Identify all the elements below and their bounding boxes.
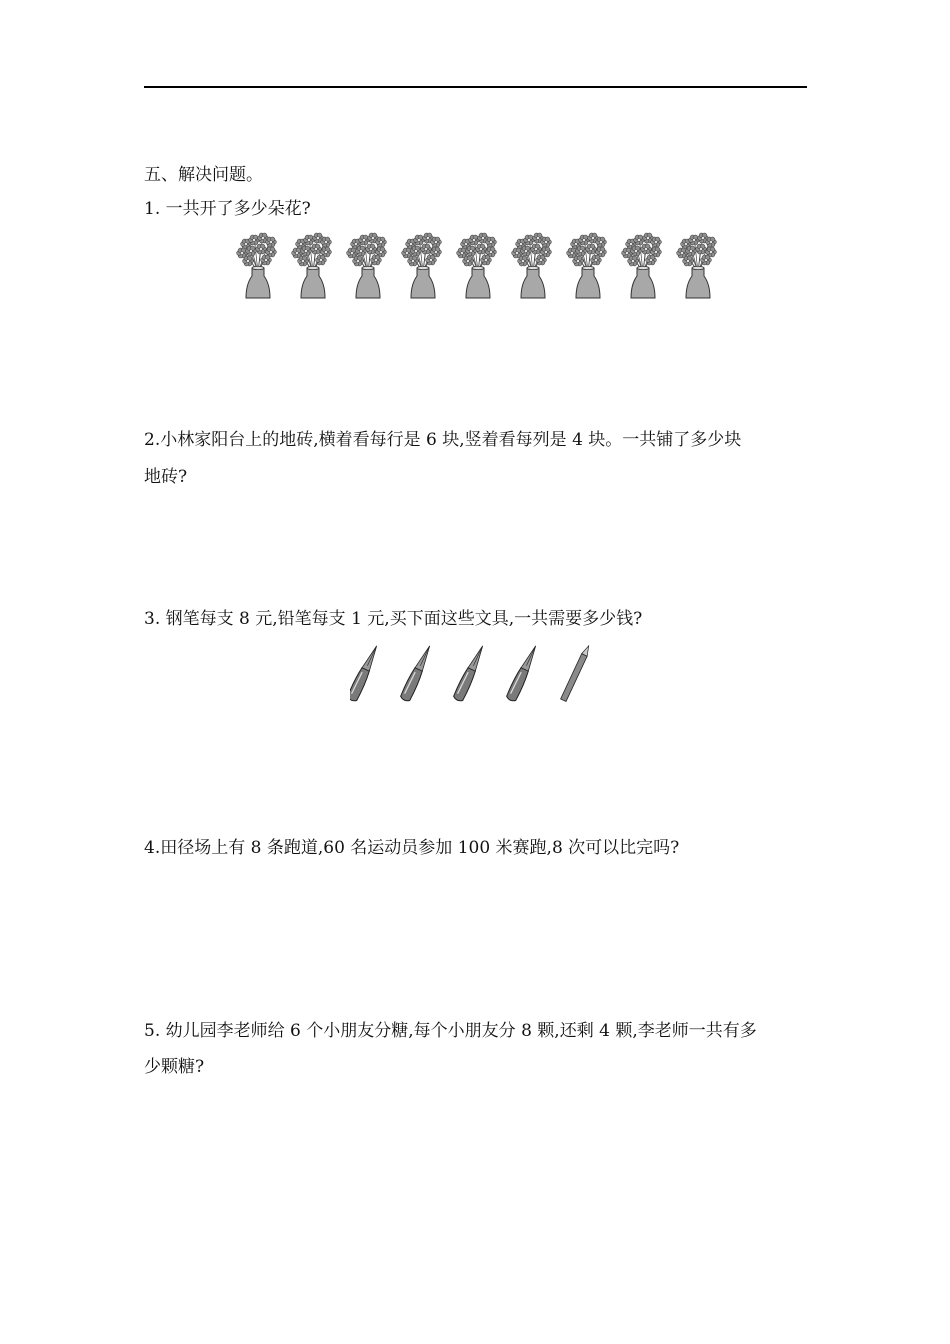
question-5-line-2: 少颗糖? <box>144 1057 205 1077</box>
pencil-icon <box>561 645 592 702</box>
flower-vases-figure <box>230 232 720 302</box>
section-title: 五、解决问题。 <box>144 165 263 185</box>
question-4-number: 4. <box>144 838 161 858</box>
fountain-pen-icon <box>399 644 434 703</box>
question-2-line-1 <box>144 430 741 450</box>
question-4 <box>144 838 679 858</box>
question-5-number: 5. <box>144 1021 161 1041</box>
flower-vase <box>677 233 717 298</box>
question-2-line-2: 地砖? <box>144 467 188 487</box>
question-2-number: 2. <box>144 430 161 450</box>
question-3-text: 钢笔每支 8 元,铅笔每支 1 元,买下面这些文具,一共需要多少钱? <box>165 609 643 629</box>
flower-vase <box>237 233 277 298</box>
flower-vase <box>567 233 607 298</box>
fountain-pen-icon <box>350 644 382 703</box>
flower-vase <box>512 233 552 298</box>
pens-figure <box>350 640 600 706</box>
question-3-number: 3. <box>144 609 161 629</box>
flower-vase <box>402 233 442 298</box>
header-rule <box>144 86 807 88</box>
question-5-line-1 <box>144 1021 757 1041</box>
fountain-pen-icon <box>452 644 487 703</box>
flower-vase <box>457 233 497 298</box>
question-5-text: 幼儿园李老师给 6 个小朋友分糖,每个小朋友分 8 颗,还剩 4 颗,李老师一共有多 <box>165 1021 757 1041</box>
question-1 <box>144 199 311 219</box>
question-2-text: 小林家阳台上的地砖,横着看每行是 6 块,竖着看每列是 4 块。一共铺了多少块 <box>160 430 742 450</box>
flower-vase <box>622 233 662 298</box>
question-1-text: 一共开了多少朵花? <box>165 199 311 219</box>
flower-vase <box>292 233 332 298</box>
fountain-pen-icon <box>505 644 540 703</box>
flower-vase <box>347 233 387 298</box>
question-4-text: 田径场上有 8 条跑道,60 名运动员参加 100 米赛跑,8 次可以比完吗? <box>160 838 680 858</box>
question-3 <box>144 609 642 629</box>
question-1-number: 1. <box>144 199 161 219</box>
